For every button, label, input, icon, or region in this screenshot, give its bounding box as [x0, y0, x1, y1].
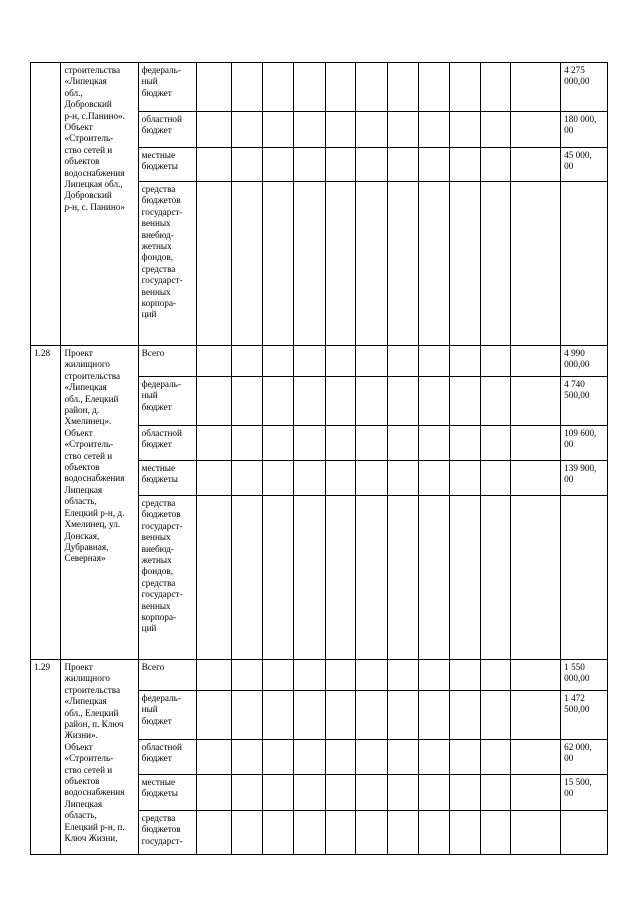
empty-cell — [418, 660, 449, 691]
empty-cell — [196, 377, 232, 426]
empty-cell — [356, 660, 387, 691]
funding-source-cell: областной бюджет — [138, 740, 196, 775]
empty-cell — [232, 63, 262, 112]
empty-cell — [480, 775, 510, 811]
amount-cell: 15 500, 00 — [561, 775, 608, 811]
empty-cell — [511, 112, 561, 148]
empty-cell — [262, 496, 293, 660]
empty-cell — [387, 377, 418, 426]
empty-cell — [480, 691, 510, 740]
empty-cell — [387, 496, 418, 660]
funding-source-cell: федераль- ный бюджет — [138, 377, 196, 426]
amount-cell: 180 000, 00 — [561, 112, 608, 148]
empty-cell — [356, 811, 387, 855]
empty-cell — [196, 182, 232, 346]
empty-cell — [480, 461, 510, 496]
row-number-cell: 1.28 — [31, 346, 61, 660]
empty-cell — [356, 112, 387, 148]
empty-cell — [356, 496, 387, 660]
table-row — [31, 660, 608, 691]
empty-cell — [232, 182, 262, 346]
empty-cell — [356, 182, 387, 346]
empty-cell — [511, 660, 561, 691]
empty-cell — [450, 811, 480, 855]
table-row — [31, 346, 608, 377]
empty-cell — [450, 63, 480, 112]
empty-cell — [387, 691, 418, 740]
empty-cell — [325, 461, 355, 496]
empty-cell — [325, 740, 355, 775]
empty-cell — [356, 148, 387, 182]
empty-cell — [356, 377, 387, 426]
empty-cell — [262, 112, 293, 148]
empty-cell — [196, 148, 232, 182]
empty-cell — [294, 496, 325, 660]
empty-cell — [387, 811, 418, 855]
empty-cell — [262, 148, 293, 182]
empty-cell — [511, 182, 561, 346]
empty-cell — [262, 426, 293, 461]
empty-cell — [196, 496, 232, 660]
funding-source-cell: областной бюджет — [138, 112, 196, 148]
empty-cell — [356, 346, 387, 377]
project-description-cell: Проект жилищного строительства «Липецкая обл., Елецкий район, п. Ключ Жизни». Объект «Строитель- ство сетей и объектов водоснабжения Липецкая область, Елецкий р-н, п. Ключ Жизни, — [61, 660, 138, 855]
empty-cell — [196, 660, 232, 691]
empty-cell — [480, 346, 510, 377]
empty-cell — [511, 740, 561, 775]
empty-cell — [356, 691, 387, 740]
funding-source-cell: средства бюджетов государст- венных внебюд- жетных фондов, средства государст- венных корпора- ций — [138, 496, 196, 660]
empty-cell — [232, 426, 262, 461]
empty-cell — [356, 461, 387, 496]
empty-cell — [450, 346, 480, 377]
empty-cell — [232, 775, 262, 811]
empty-cell — [325, 377, 355, 426]
empty-cell — [480, 426, 510, 461]
empty-cell — [387, 740, 418, 775]
empty-cell — [294, 740, 325, 775]
empty-cell — [418, 811, 449, 855]
empty-cell — [450, 691, 480, 740]
empty-cell — [325, 811, 355, 855]
amount-cell — [561, 182, 608, 346]
empty-cell — [418, 346, 449, 377]
funding-source-cell: федераль- ный бюджет — [138, 63, 196, 112]
amount-cell: 1 472 500,00 — [561, 691, 608, 740]
empty-cell — [196, 63, 232, 112]
empty-cell — [294, 775, 325, 811]
empty-cell — [450, 660, 480, 691]
empty-cell — [232, 346, 262, 377]
empty-cell — [325, 660, 355, 691]
empty-cell — [294, 811, 325, 855]
empty-cell — [196, 691, 232, 740]
empty-cell — [325, 63, 355, 112]
empty-cell — [294, 691, 325, 740]
amount-cell: 4 990 000,00 — [561, 346, 608, 377]
empty-cell — [450, 377, 480, 426]
empty-cell — [418, 496, 449, 660]
empty-cell — [480, 112, 510, 148]
empty-cell — [511, 811, 561, 855]
funding-source-cell: местные бюджеты — [138, 461, 196, 496]
empty-cell — [294, 182, 325, 346]
funding-source-cell: Всего — [138, 346, 196, 377]
empty-cell — [196, 461, 232, 496]
empty-cell — [387, 660, 418, 691]
empty-cell — [325, 346, 355, 377]
empty-cell — [262, 461, 293, 496]
funding-source-cell: средства бюджетов государст- — [138, 811, 196, 855]
empty-cell — [232, 377, 262, 426]
empty-cell — [294, 660, 325, 691]
amount-cell: 139 900, 00 — [561, 461, 608, 496]
table-row — [31, 63, 608, 112]
project-description-cell: Проект жилищного строительства «Липецкая обл., Елецкий район, д. Хмелинец». Объект «Строитель- ство сетей и объектов водоснабжения Липецкая область, Елецкий р-н, д. Хмелинец, ул. Донская, Дубравная, Северная» — [61, 346, 138, 660]
empty-cell — [325, 775, 355, 811]
empty-cell — [232, 660, 262, 691]
empty-cell — [418, 377, 449, 426]
empty-cell — [480, 377, 510, 426]
empty-cell — [325, 112, 355, 148]
empty-cell — [511, 426, 561, 461]
project-description-cell: строительства «Липецкая обл., Добровский р-н, с.Панино». Объект «Строитель- ство сетей и объектов водоснабжения Липецкая обл., Добровский р-н, с. Панино» — [61, 63, 138, 346]
empty-cell — [262, 775, 293, 811]
empty-cell — [232, 461, 262, 496]
empty-cell — [262, 182, 293, 346]
empty-cell — [511, 346, 561, 377]
amount-cell: 62 000, 00 — [561, 740, 608, 775]
empty-cell — [294, 112, 325, 148]
empty-cell — [196, 775, 232, 811]
empty-cell — [325, 182, 355, 346]
empty-cell — [387, 63, 418, 112]
budget-table — [30, 62, 608, 855]
empty-cell — [356, 775, 387, 811]
empty-cell — [325, 691, 355, 740]
amount-cell — [561, 811, 608, 855]
empty-cell — [511, 63, 561, 112]
empty-cell — [232, 496, 262, 660]
empty-cell — [356, 740, 387, 775]
empty-cell — [418, 63, 449, 112]
empty-cell — [262, 346, 293, 377]
empty-cell — [356, 426, 387, 461]
empty-cell — [418, 691, 449, 740]
empty-cell — [325, 496, 355, 660]
empty-cell — [232, 691, 262, 740]
row-number-cell: 1.29 — [31, 660, 61, 855]
funding-source-cell: местные бюджеты — [138, 775, 196, 811]
empty-cell — [511, 377, 561, 426]
empty-cell — [262, 740, 293, 775]
empty-cell — [387, 182, 418, 346]
empty-cell — [387, 426, 418, 461]
amount-cell — [561, 496, 608, 660]
funding-source-cell: местные бюджеты — [138, 148, 196, 182]
empty-cell — [450, 496, 480, 660]
empty-cell — [511, 461, 561, 496]
funding-source-cell: федераль- ный бюджет — [138, 691, 196, 740]
empty-cell — [450, 461, 480, 496]
empty-cell — [262, 377, 293, 426]
empty-cell — [511, 496, 561, 660]
empty-cell — [356, 63, 387, 112]
empty-cell — [232, 811, 262, 855]
row-number-cell — [31, 63, 61, 346]
empty-cell — [196, 740, 232, 775]
empty-cell — [294, 461, 325, 496]
empty-cell — [511, 148, 561, 182]
empty-cell — [294, 346, 325, 377]
empty-cell — [418, 426, 449, 461]
empty-cell — [294, 148, 325, 182]
empty-cell — [232, 112, 262, 148]
empty-cell — [196, 112, 232, 148]
empty-cell — [480, 182, 510, 346]
empty-cell — [450, 426, 480, 461]
empty-cell — [480, 660, 510, 691]
empty-cell — [262, 63, 293, 112]
amount-cell: 109 600, 00 — [561, 426, 608, 461]
empty-cell — [418, 182, 449, 346]
empty-cell — [232, 740, 262, 775]
empty-cell — [418, 775, 449, 811]
empty-cell — [294, 426, 325, 461]
funding-source-cell: средства бюджетов государст- венных внебюд- жетных фондов, средства государст- венных корпора- ций — [138, 182, 196, 346]
empty-cell — [450, 112, 480, 148]
empty-cell — [511, 691, 561, 740]
empty-cell — [480, 496, 510, 660]
empty-cell — [418, 112, 449, 148]
empty-cell — [325, 426, 355, 461]
empty-cell — [480, 811, 510, 855]
empty-cell — [232, 148, 262, 182]
empty-cell — [387, 461, 418, 496]
empty-cell — [418, 740, 449, 775]
empty-cell — [480, 740, 510, 775]
empty-cell — [387, 148, 418, 182]
empty-cell — [450, 775, 480, 811]
empty-cell — [387, 112, 418, 148]
empty-cell — [387, 346, 418, 377]
amount-cell: 45 000, 00 — [561, 148, 608, 182]
empty-cell — [196, 811, 232, 855]
empty-cell — [387, 775, 418, 811]
empty-cell — [418, 148, 449, 182]
empty-cell — [325, 148, 355, 182]
funding-source-cell: Всего — [138, 660, 196, 691]
empty-cell — [262, 660, 293, 691]
amount-cell: 4 740 500,00 — [561, 377, 608, 426]
empty-cell — [480, 63, 510, 112]
empty-cell — [262, 691, 293, 740]
empty-cell — [450, 148, 480, 182]
empty-cell — [480, 148, 510, 182]
empty-cell — [262, 811, 293, 855]
amount-cell: 4 275 000,00 — [561, 63, 608, 112]
empty-cell — [450, 182, 480, 346]
funding-source-cell: областной бюджет — [138, 426, 196, 461]
empty-cell — [196, 346, 232, 377]
amount-cell: 1 550 000,00 — [561, 660, 608, 691]
empty-cell — [294, 377, 325, 426]
empty-cell — [511, 775, 561, 811]
empty-cell — [418, 461, 449, 496]
empty-cell — [294, 63, 325, 112]
empty-cell — [196, 426, 232, 461]
empty-cell — [450, 740, 480, 775]
